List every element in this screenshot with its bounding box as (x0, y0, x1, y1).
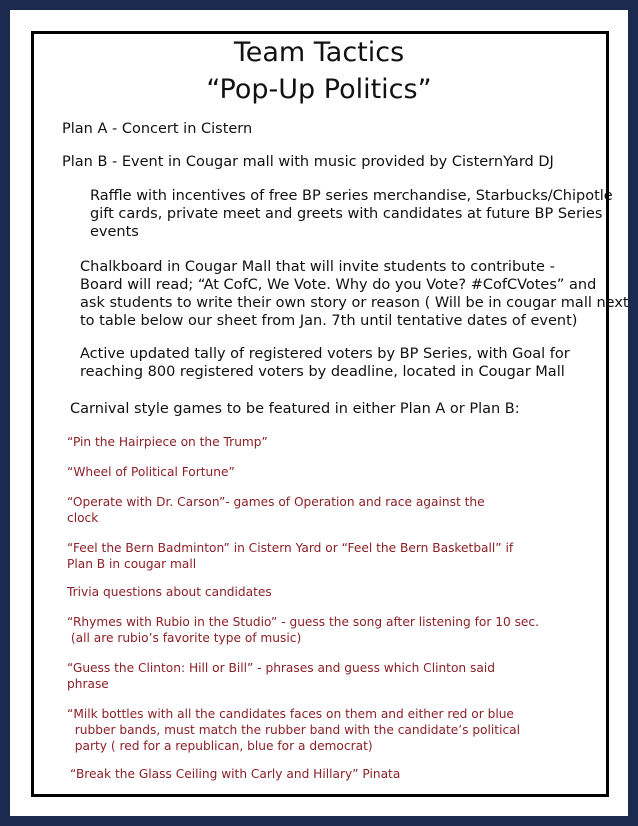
game-line: “Feel the Bern Badminton” in Cistern Yard or “Feel the Bern Basketball” if (67, 541, 514, 555)
game-item (67, 614, 539, 646)
chalkboard-line: ask students to write their own story or reason ( Will be in cougar mall next (80, 295, 629, 311)
game-line: “Operate with Dr. Carson”- games of Operation and race against the (67, 495, 485, 509)
game-line: (all are rubio’s favorite type of music) (67, 631, 302, 645)
game-line: “Rhymes with Rubio in the Studio” - guess the song after listening for 10 sec. (67, 615, 540, 629)
plan-a: Plan A - Concert in Cistern (62, 121, 253, 137)
game-line: rubber bands, must match the rubber band with the candidate’s political (67, 723, 521, 737)
tally-line: Active updated tally of registered voters by BP Series, with Goal for (80, 346, 570, 362)
game-item (67, 494, 485, 526)
game-line: “Guess the Clinton: Hill or Bill” - phrases and guess which Clinton said (67, 661, 495, 675)
chalkboard-line: Board will read; “At CofC, We Vote. Why do you Vote? #CofCVotes” and (80, 277, 597, 293)
raffle-line: Raffle with incentives of free BP series merchandise, Starbucks/Chipotle (90, 188, 613, 204)
tally-paragraph (80, 345, 570, 381)
game-item (67, 464, 235, 480)
game-line: clock (67, 511, 99, 525)
game-item (67, 540, 513, 572)
game-item (67, 584, 272, 600)
game-line: party ( red for a republican, blue for a democrat) (67, 739, 373, 753)
game-line: phrase (67, 677, 109, 691)
title-line-2: “Pop-Up Politics” (206, 74, 432, 105)
raffle-line: gift cards, private meet and greets with candidates at future BP Series (90, 206, 603, 222)
game-line: “Milk bottles with all the candidates faces on them and either red or blue (67, 707, 514, 721)
raffle-paragraph (90, 187, 613, 241)
title-line-1: Team Tactics (233, 37, 405, 68)
games-heading: Carnival style games to be featured in either Plan A or Plan B: (70, 401, 520, 417)
tally-line: reaching 800 registered voters by deadline, located in Cougar Mall (80, 364, 565, 380)
game-item (70, 766, 400, 782)
game-line: Trivia questions about candidates (67, 585, 272, 599)
game-item (67, 706, 520, 754)
raffle-line: events (90, 224, 139, 240)
chalkboard-paragraph (80, 258, 629, 330)
game-line: “Break the Glass Ceiling with Carly and Hillary” Pinata (70, 767, 401, 781)
chalkboard-line: to table below our sheet from Jan. 7th until tentative dates of event) (80, 313, 578, 329)
game-line: “Pin the Hairpiece on the Trump” (67, 435, 268, 449)
game-item (67, 660, 495, 692)
game-line: “Wheel of Political Fortune” (67, 465, 235, 479)
plan-b: Plan B - Event in Cougar mall with music provided by CisternYard DJ (62, 154, 554, 170)
game-item (67, 434, 268, 450)
chalkboard-line: Chalkboard in Cougar Mall that will invite students to contribute - (80, 259, 555, 275)
game-line: Plan B in cougar mall (67, 557, 197, 571)
